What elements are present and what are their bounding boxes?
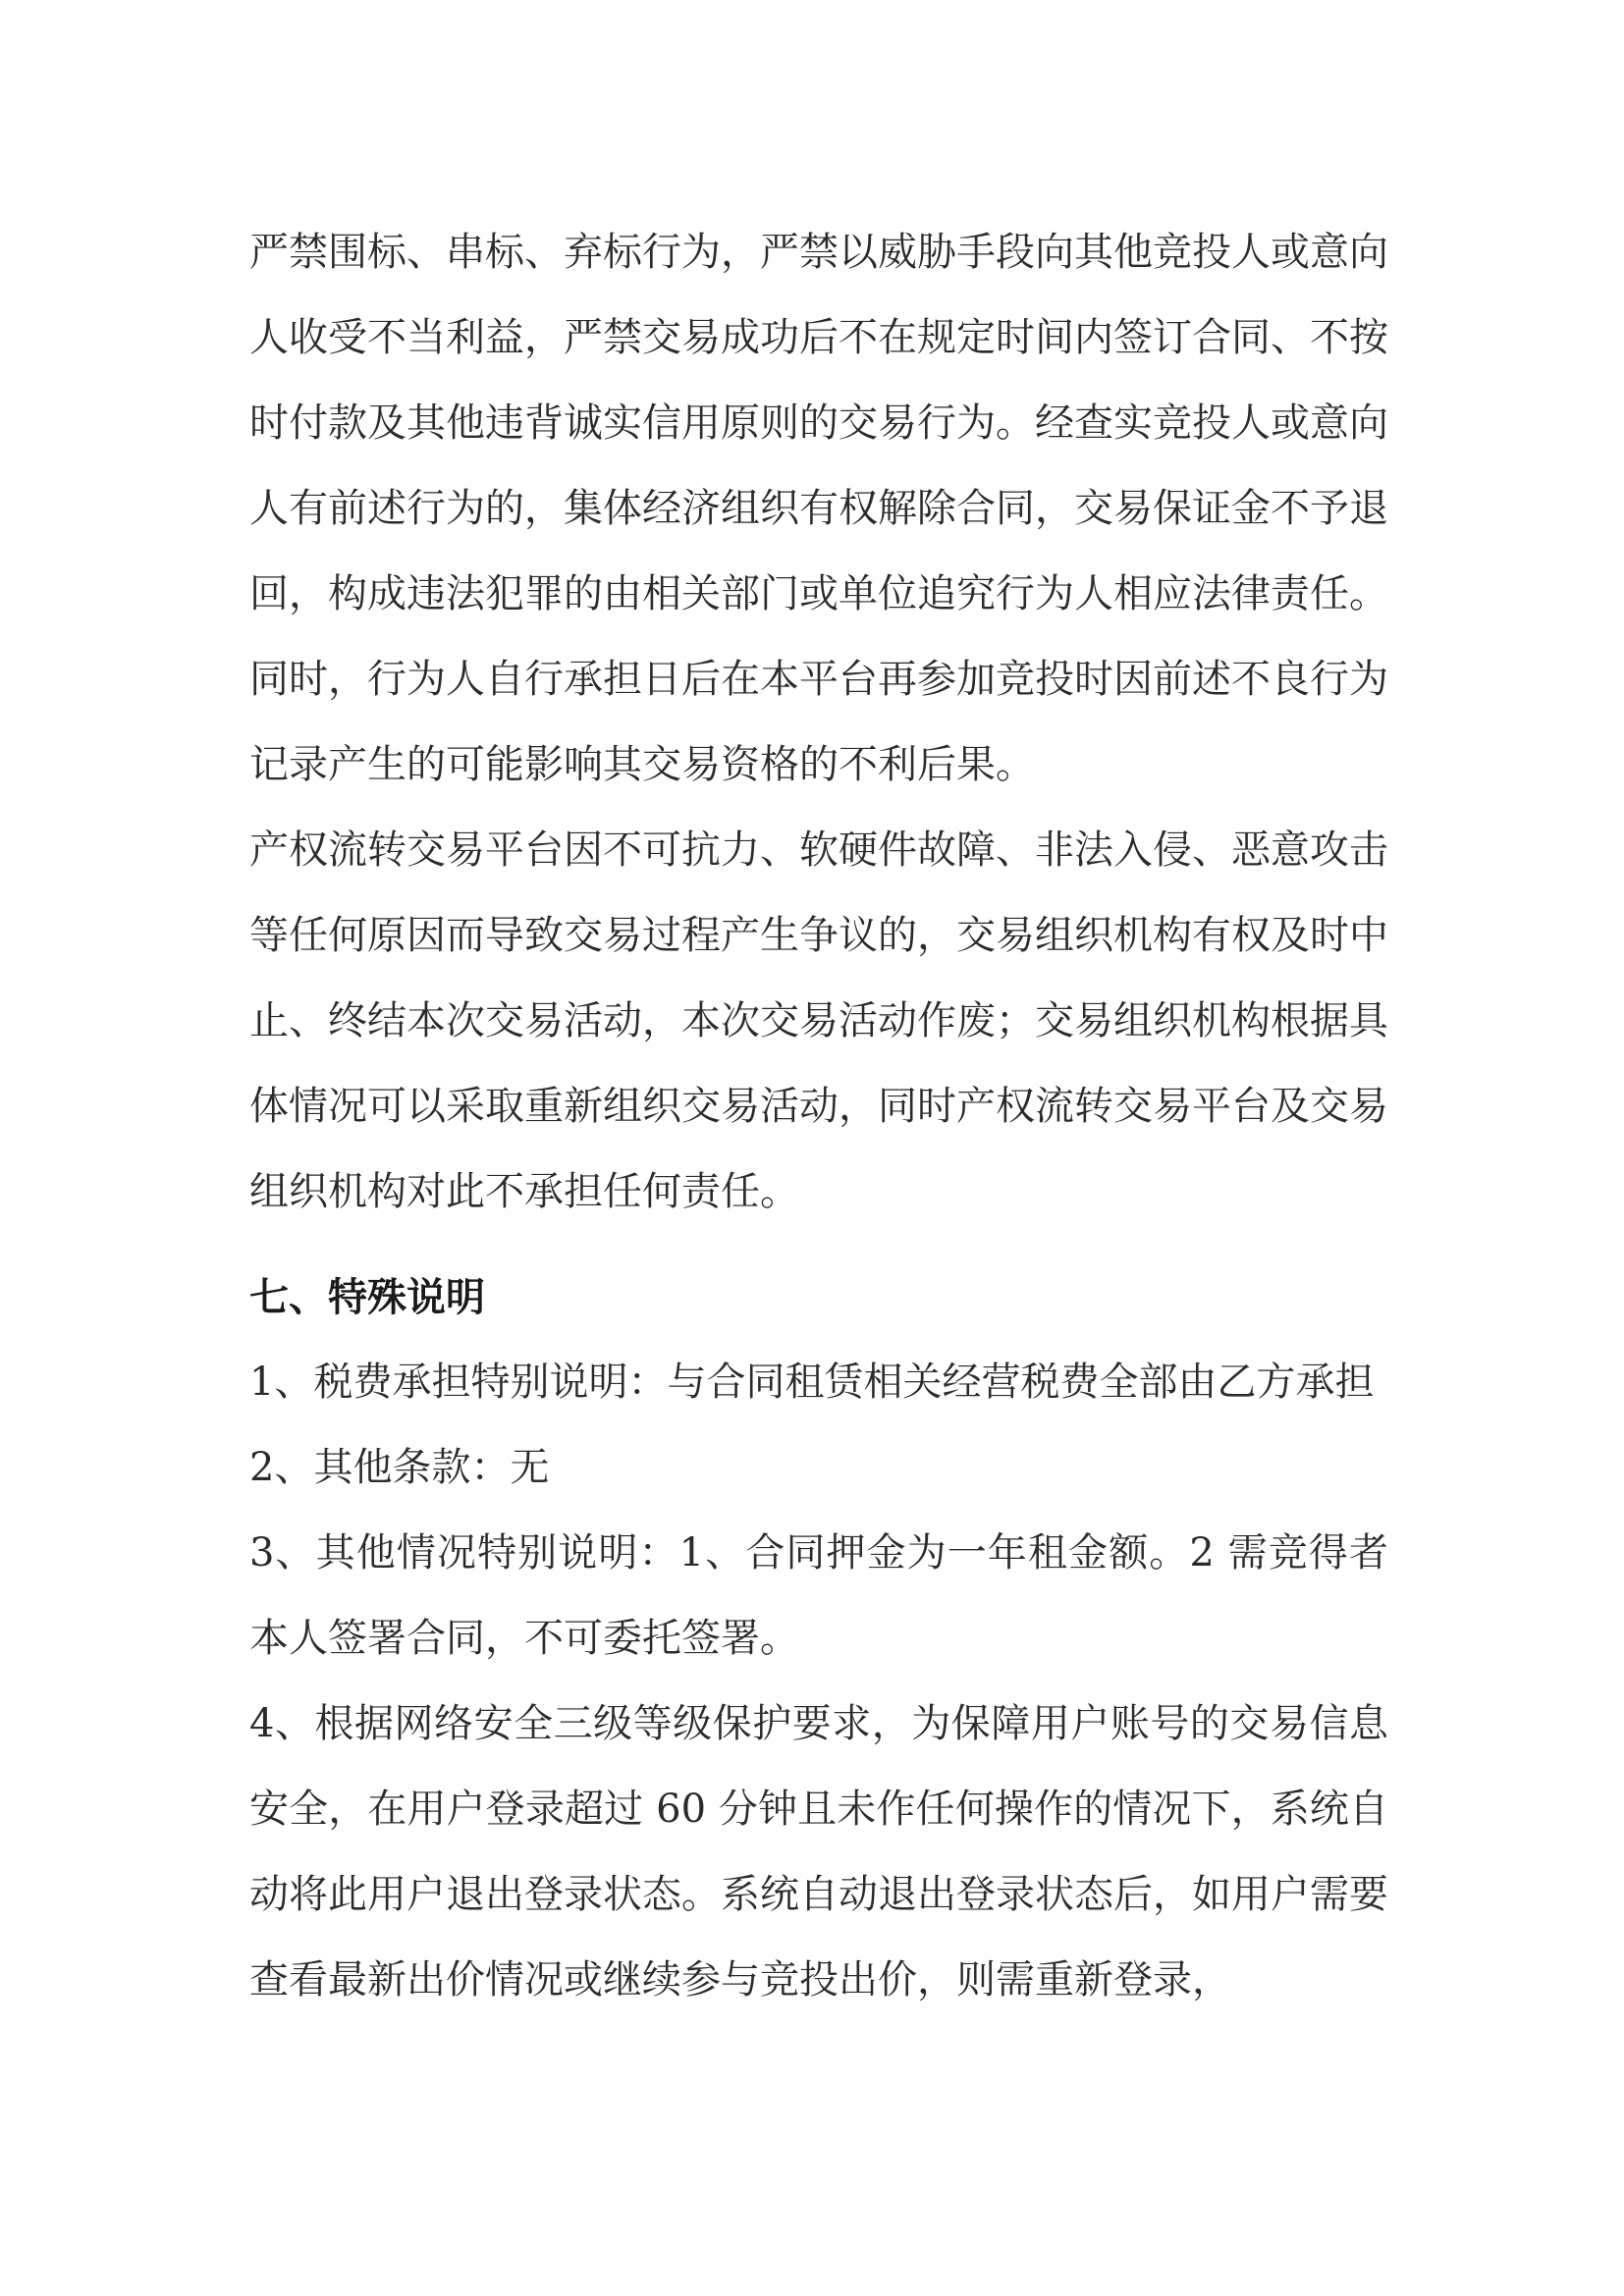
spacer: [249, 1235, 1388, 1255]
list-item-other-terms: 2、其他条款：无: [249, 1445, 550, 1490]
paragraph-platform-disclaimer: 产权流转交易平台因不可抗力、软硬件故障、非法入侵、恶意攻击等任何原因而导致交易过程产生争议的，交易组织机构有权及时中止、终结本次交易活动，本次交易活动作废；交易组织机构根据具体情况可以采取重新组织交易活动，同时产权流转交易平台及交易组织机构对此不承担任何责任。: [249, 828, 1388, 1214]
list-item-security-logout: 4、根据网络安全三级等级保护要求，为保障用户账号的交易信息安全，在用户登录超过 60 分钟且未作任何操作的情况下，系统自动将此用户退出登录状态。系统自动退出登录状态后，如用户需要查看最新出价情况或继续参与竞投出价，则需重新登录，: [249, 1701, 1388, 2002]
section-heading: 七、特殊说明: [249, 1274, 485, 1320]
list-item-special-notes: 3、其他情况特别说明：1、合同押金为一年租金额。2 需竞得者本人签署合同，不可委托签署。: [249, 1530, 1388, 1661]
paragraph-bidding-rules: 严禁围标、串标、弃标行为，严禁以威胁手段向其他竞投人或意向人收受不当利益，严禁交易成功后不在规定时间内签订合同、不按时付款及其他违背诚实信用原则的交易行为。经查实竞投人或意向人有前述行为的，集体经济组织有权解除合同，交易保证金不予退回，构成违法犯罪的由相关部门或单位追究行为人相应法律责任。同时，行为人自行承担日后在本平台再参加竞投时因前述不良行为记录产生的可能影响其交易资格的不利后果。: [249, 230, 1388, 787]
document-body: [249, 210, 1388, 2023]
list-item-tax: 1、税费承担特别说明：与合同租赁相关经营税费全部由乙方承担: [249, 1360, 1375, 1405]
